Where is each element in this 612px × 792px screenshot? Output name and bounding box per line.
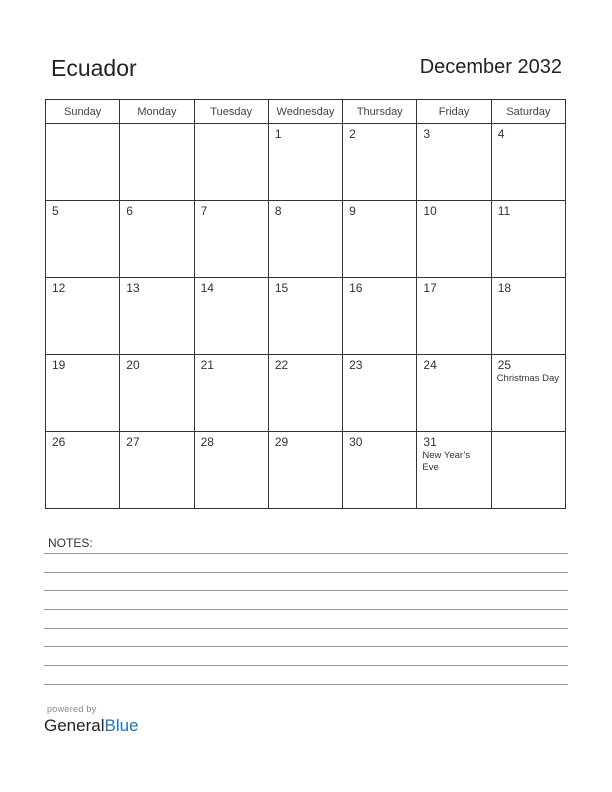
notes-line [44, 609, 568, 610]
day-number: 5 [52, 204, 59, 218]
day-cell [194, 278, 268, 355]
day-number: 28 [200, 435, 214, 449]
day-number: 19 [52, 358, 66, 372]
day-cell [343, 278, 417, 355]
day-cell [343, 432, 417, 509]
day-number: 20 [126, 358, 140, 372]
brand-logo [44, 716, 139, 736]
day-number: 10 [423, 204, 437, 218]
day-cell [194, 355, 268, 432]
day-number: 23 [349, 358, 363, 372]
weekday-header: Wednesday [268, 100, 342, 124]
notes-line [44, 646, 568, 647]
week-row [46, 201, 566, 278]
day-number: 17 [423, 281, 437, 295]
week-row [46, 432, 566, 509]
day-cell [120, 124, 194, 201]
day-cell [46, 355, 120, 432]
day-number: 14 [200, 281, 214, 295]
day-cell [268, 201, 342, 278]
day-number: 29 [274, 435, 289, 449]
day-cell [268, 432, 342, 509]
day-cell [491, 278, 565, 355]
notes-label: NOTES: [48, 536, 93, 550]
day-cell [417, 432, 491, 509]
weekday-header: Sunday [46, 100, 120, 124]
day-cell [120, 278, 194, 355]
day-cell [491, 432, 565, 509]
day-number: 18 [497, 281, 512, 295]
notes-line [44, 590, 568, 591]
week-row [46, 278, 566, 355]
holiday-label: Christmas Day [496, 373, 559, 384]
notes-line [44, 628, 568, 629]
day-cell [417, 124, 491, 201]
day-number: 4 [497, 127, 505, 141]
day-cell [46, 278, 120, 355]
calendar-country-title: Ecuador [51, 55, 137, 81]
notes-line [44, 684, 568, 685]
day-cell [194, 201, 268, 278]
day-number: 26 [52, 435, 66, 449]
day-cell [491, 124, 565, 201]
day-cell [417, 355, 491, 432]
notes-line [44, 572, 568, 573]
day-number: 15 [274, 281, 289, 295]
day-cell [343, 201, 417, 278]
day-cell [120, 201, 194, 278]
brand-general: General [44, 716, 105, 735]
week-row [46, 355, 566, 432]
day-number: 31 [423, 435, 437, 449]
powered-by-text: powered by [47, 704, 97, 714]
day-number: 25 [497, 358, 512, 372]
day-number: 30 [349, 435, 363, 449]
weekday-header: Thursday [343, 100, 417, 124]
day-number: 21 [200, 358, 214, 372]
notes-line [44, 665, 568, 666]
day-number: 16 [349, 281, 363, 295]
week-row [46, 124, 566, 201]
day-cell [120, 432, 194, 509]
day-number: 27 [126, 435, 140, 449]
day-number: 3 [423, 127, 431, 141]
day-number: 13 [126, 281, 140, 295]
day-cell [194, 432, 268, 509]
day-number: 24 [423, 358, 437, 372]
day-cell [268, 278, 342, 355]
day-cell [268, 124, 342, 201]
day-cell [343, 355, 417, 432]
day-cell [491, 355, 565, 432]
day-cell [268, 355, 342, 432]
weekday-header: Tuesday [194, 100, 268, 124]
day-number: 12 [52, 281, 66, 295]
weekday-header: Friday [417, 100, 491, 124]
day-cell [417, 278, 491, 355]
calendar-month-title: December 2032 [419, 56, 562, 78]
day-cell [46, 124, 120, 201]
weekday-header: Saturday [491, 100, 565, 124]
brand-blue: Blue [104, 716, 139, 735]
notes-line [44, 553, 568, 554]
day-number: 11 [497, 204, 511, 218]
day-cell [417, 201, 491, 278]
day-number: 1 [274, 127, 282, 141]
day-cell [46, 432, 120, 509]
day-number: 8 [274, 204, 282, 218]
day-cell [46, 201, 120, 278]
day-number: 2 [349, 127, 356, 141]
day-number: 6 [126, 204, 133, 218]
weekday-header: Monday [120, 100, 194, 124]
day-cell [194, 124, 268, 201]
day-cell [343, 124, 417, 201]
holiday-label: New Year’s Eve [422, 450, 471, 473]
day-number: 9 [349, 204, 356, 218]
day-cell [491, 201, 565, 278]
day-number: 22 [274, 358, 289, 372]
calendar-grid [45, 99, 566, 509]
weekday-header-row [46, 100, 566, 124]
day-number: 7 [200, 204, 208, 218]
day-cell [120, 355, 194, 432]
